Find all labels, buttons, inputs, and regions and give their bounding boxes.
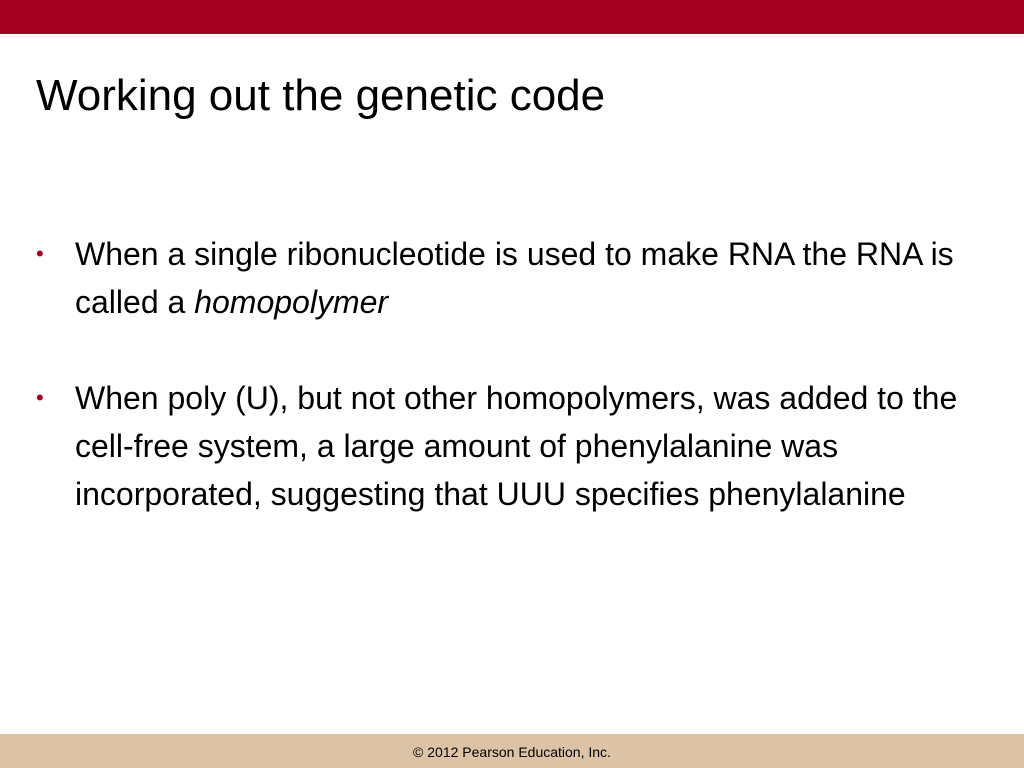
bullet-text: [75, 380, 957, 512]
bullet-item-poly-u: [36, 374, 986, 518]
bullet-body-text: When a single ribonucleotide is used to make RNA the RNA is called a: [75, 236, 954, 320]
bullet-dot-icon: •: [36, 385, 44, 410]
bullet-dot-icon: •: [36, 241, 44, 266]
bullet-emphasis-text: homopolymer: [194, 284, 389, 320]
copyright-text: © 2012 Pearson Education, Inc.: [413, 744, 611, 760]
bullet-body-text: When poly (U), but not other homopolymers, was added to the cell-free system, a large amount of phenylalanine was incorporated, suggesting that UUU specifies phenylalanine: [75, 380, 958, 512]
footer-bar: [0, 734, 1024, 768]
slide-title: Working out the genetic code: [36, 71, 606, 120]
bullet-item-homopolymer: [36, 230, 986, 326]
bullet-text: [75, 236, 954, 320]
top-accent-bar: [0, 0, 1024, 34]
bullet-list: [36, 230, 986, 566]
